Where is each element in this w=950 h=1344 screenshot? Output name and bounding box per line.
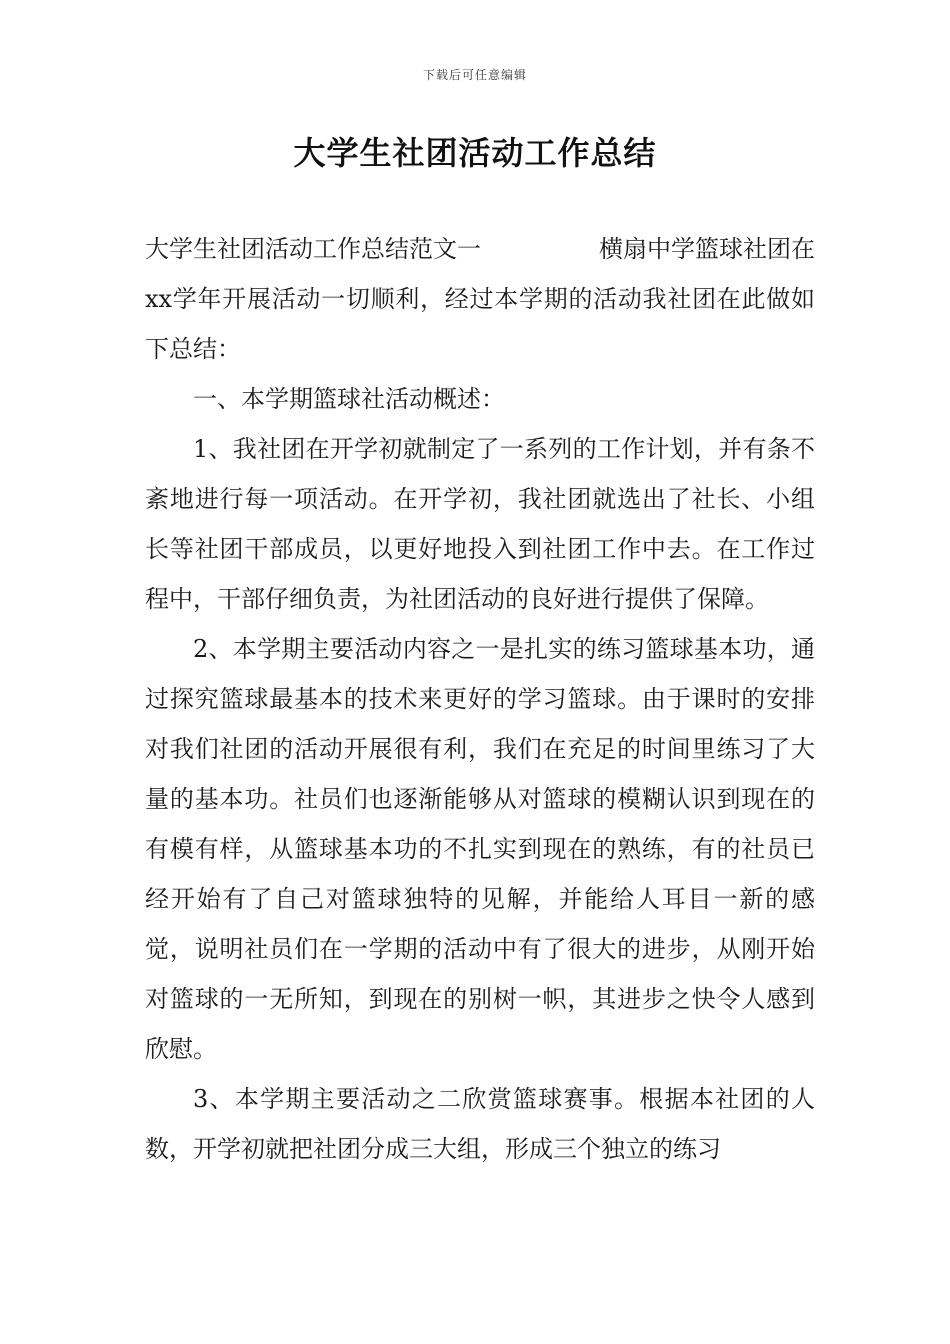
document-body	[145, 224, 815, 1174]
section-heading: 一、本学期篮球社活动概述：	[193, 385, 505, 413]
intro-paragraph: xx学年开展活动一切顺利，经过本学期的活动我社团在此做如下总结：	[145, 285, 815, 363]
intro-subject: 横扇中学篮球社团在	[599, 235, 815, 263]
header-note: 下载后可任意编辑	[422, 68, 527, 82]
document-title: 大学生社团活动工作总结	[293, 134, 657, 172]
paragraph-3: 3、本学期主要活动之二欣赏篮球赛事。根据本社团的人数，开学初就把社团分成三大组，形成三个独立的练习	[145, 1085, 815, 1163]
intro-heading: 大学生社团活动工作总结范文一	[145, 235, 481, 263]
paragraph-1: 1、我社团在开学初就制定了一系列的工作计划，并有条不紊地进行每一项活动。在开学初，我社团就选出了社长、小组长等社团干部成员，以更好地投入到社团工作中去。在工作过程中，干部仔细负责，为社团活动的良好进行提供了保障。	[145, 435, 815, 613]
intro-first-line	[145, 224, 815, 274]
paragraph-2: 2、本学期主要活动内容之一是扎实的练习篮球基本功，通过探究篮球最基本的技术来更好的学习篮球。由于课时的安排对我们社团的活动开展很有利，我们在充足的时间里练习了大量的基本功。社员们也逐渐能够从对篮球的模糊认识到现在的有模有样，从篮球基本功的不扎实到现在的熟练，有的社员已经开始有了自己对篮球独特的见解，并能给人耳目一新的感觉，说明社员们在一学期的活动中有了很大的进步，从刚开始对篮球的一无所知，到现在的别树一帜，其进步之快令人感到欣慰。	[145, 635, 815, 1063]
